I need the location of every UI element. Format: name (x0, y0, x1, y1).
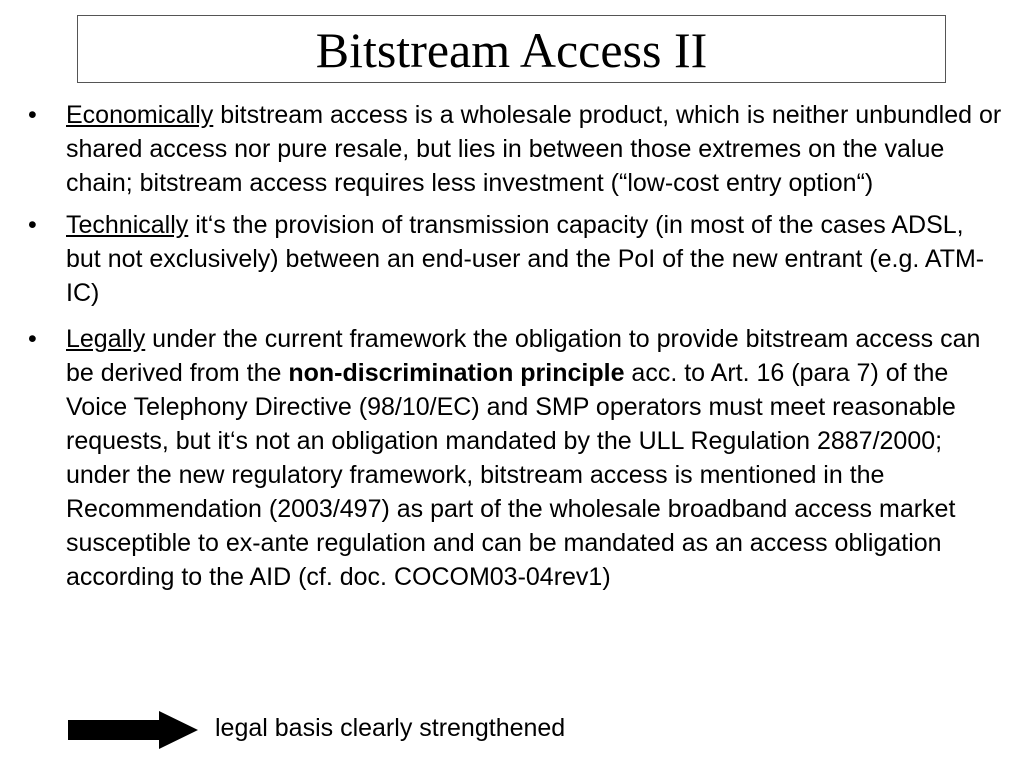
bullet-marker: • (28, 211, 37, 239)
title-box (77, 15, 946, 83)
right-arrow-icon (67, 709, 199, 749)
bullet-list (28, 98, 1003, 594)
bullet-marker: • (28, 325, 37, 353)
bullet-economically (28, 98, 1003, 200)
bullet-bold-text: non-discrimination principle (288, 359, 625, 387)
bullet-text: it‘s the provision of transmission capacity (in most of the cases ADSL, but not exclusively) between an end-user and the PoI of the new entrant (e.g. ATM-IC) (66, 211, 985, 307)
conclusion-row (67, 709, 767, 749)
slide-title: Bitstream Access II (315, 22, 708, 78)
bullet-text: under the current framework the obligation to provide bitstream access can be derived from the (66, 325, 981, 387)
bullet-text-continued: acc. to Art. 16 (para 7) of the Voice Telephony Directive (98/10/EC) and SMP operators must meet reasonable requests, but it‘s not an obligation mandated by the ULL Regulation 2887/2000; under the new regulatory framework, bitstream access is mentioned in the Recommendation (2003/497) as part of the wholesale broadband access market susceptible to ex-ante regulation and can be mandated as an access obligation according to the AID (cf. doc. COCOM03-04rev1) (66, 359, 956, 591)
bullet-term: Economically (66, 101, 214, 129)
conclusion-text: legal basis clearly strengthened (215, 714, 566, 742)
bullet-term: Technically (66, 211, 189, 239)
bullet-legally (28, 322, 1003, 594)
bullet-term: Legally (66, 325, 146, 353)
bullet-technically (28, 208, 1003, 310)
bullet-text: bitstream access is a wholesale product, which is neither unbundled or shared access nor pure resale, but lies in between those extremes on the value chain; bitstream access requires less investment (“low-cost entry option“) (66, 101, 1002, 197)
bullet-marker: • (28, 101, 37, 129)
